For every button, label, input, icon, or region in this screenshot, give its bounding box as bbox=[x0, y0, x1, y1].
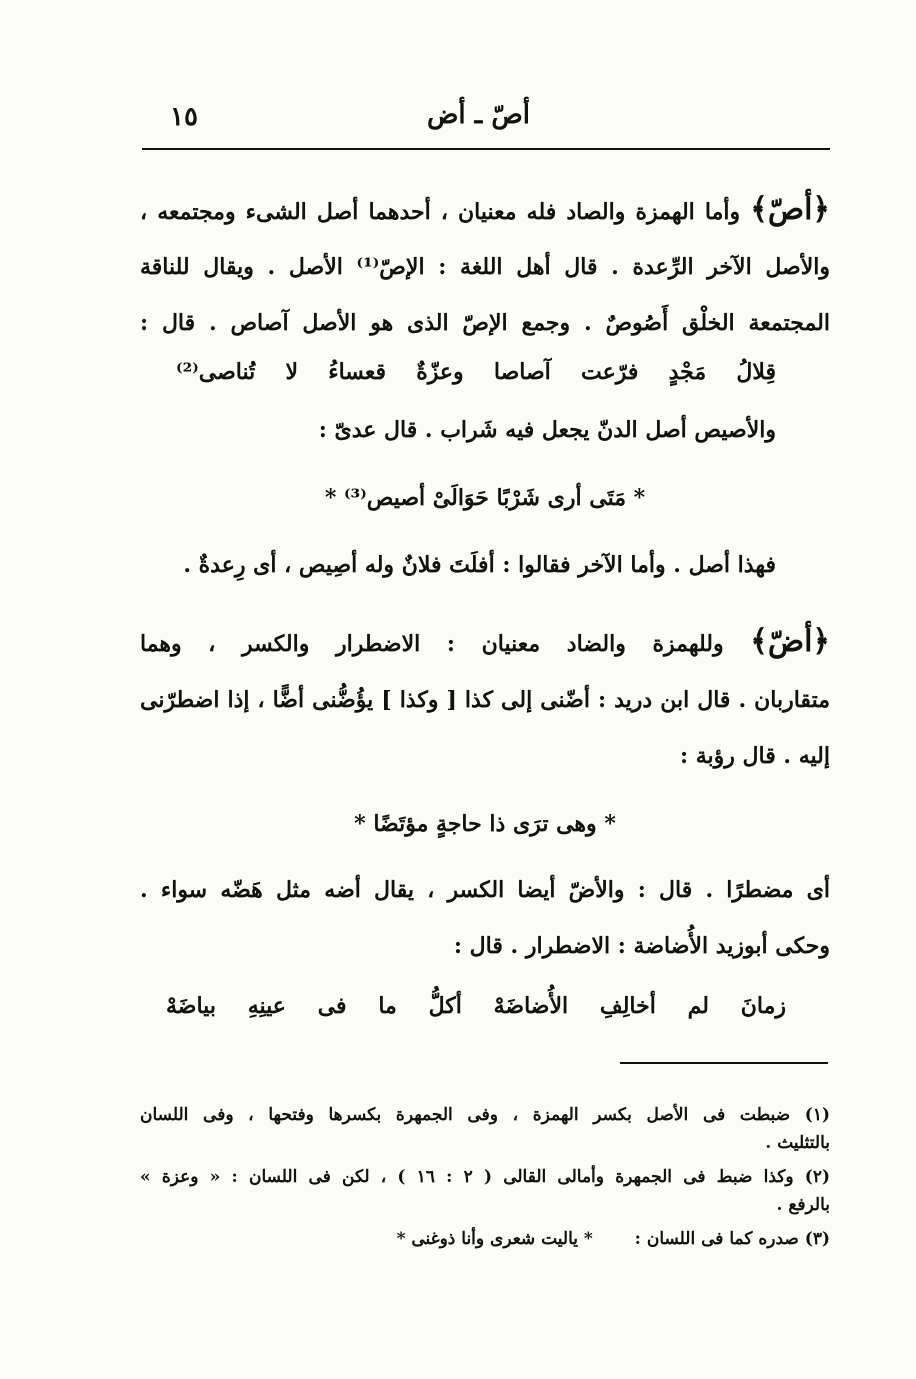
entry-asas-line-4: والأصيص أصل الدنّ يجعل فيه شَراب . قال عدىّ : bbox=[318, 417, 776, 443]
entry-asas-verse-1: قِلالُ مَجْدٍ فرّعت آصاصا وعزّةٌ قعساءُ لا تُناصى⁽²⁾ bbox=[176, 359, 776, 385]
entry-ad-line-1 bbox=[140, 622, 830, 664]
footnote-2-line-1: (٢) وكذا ضبط فى الجمهرة وأمالى القالى ( ٢ : ١٦ ) ، لكن فى اللسان : « وعزة » bbox=[140, 1167, 830, 1187]
headword-asas: ﴿أصّ﴾ bbox=[750, 192, 830, 227]
footnote-1-line-2: بالتثليث . bbox=[765, 1133, 830, 1153]
entry-asas-line-5: فهذا أصل . وأما الآخر فقالوا : أفلَتَ فلانٌ وله أصِيص ، أى رِعدةٌ . bbox=[183, 552, 776, 578]
footnote-2-line-2: بالرفع . bbox=[776, 1195, 830, 1215]
entry-asas-verse-2: * مَتَى أرى شَرْبًا حَوَالَىْ أصيص⁽³⁾ * bbox=[324, 485, 646, 511]
page-number: ١٥ bbox=[170, 102, 198, 132]
entry-asas-text-1: وأما الهمزة والصاد فله معنيان ، أحدهما أصل الشىء ومجتمعه ، bbox=[140, 199, 741, 225]
entry-ad-verse-2: زمانَ لم أخالِفِ الأُضاضَهْ أكلُّ ما فى عينِهِ بياضَهْ bbox=[166, 993, 786, 1019]
entry-asas-line-1 bbox=[140, 190, 830, 232]
page-title: أصّ ـ أض bbox=[426, 100, 530, 130]
footnote-3-text: * ياليت شعرى وأنا ذوغنى * bbox=[396, 1229, 593, 1249]
entry-ad-text-1: وللهمزة والضاد معنيان : الاضطرار والكسر ، وهما bbox=[140, 631, 724, 657]
entry-asas-line-2: والأصل الآخر الرِّعدة . قال أهل اللغة : الإصّ⁽¹⁾ الأصل . ويقال للناقة bbox=[140, 254, 830, 280]
footnote-1-line-1: (١) ضبطت فى الأصل بكسر الهمزة ، وفى الجمهرة بكسرها وفتحها ، وفى اللسان bbox=[140, 1105, 830, 1125]
footnote-rule bbox=[620, 1062, 828, 1064]
entry-ad-line-3: إليه . قال رؤبة : bbox=[679, 743, 830, 769]
footnote-3-label: (٣) صدره كما فى اللسان : bbox=[634, 1229, 830, 1249]
entry-ad-line-5: وحكى أبوزيد الأُضاضة : الاضطرار . قال : bbox=[453, 933, 830, 959]
entry-asas-line-3: المجتمعة الخلْق أَصُوصٌ . وجمع الإصّ الذى هو الأصل آصاص . قال : bbox=[140, 310, 830, 336]
footnote-3 bbox=[397, 1227, 830, 1251]
headword-ad: ﴿أضّ﴾ bbox=[750, 624, 830, 659]
page-header bbox=[140, 100, 830, 146]
entry-ad-verse-1: * وهى ترَى ذا حاجةٍ مؤتَضًا * bbox=[354, 811, 616, 837]
entry-ad-line-2: متقاربان . قال ابن دريد : أضّنى إلى كذا [ وكذا ] يؤُضُّنى أضًّا ، إذا اضطرّنى bbox=[140, 687, 830, 713]
entry-ad-line-4: أى مضطرًا . قال : والأضّ أيضا الكسر ، يقال أضه مثل هَضّه سواء . bbox=[140, 877, 830, 903]
header-rule bbox=[142, 148, 830, 150]
